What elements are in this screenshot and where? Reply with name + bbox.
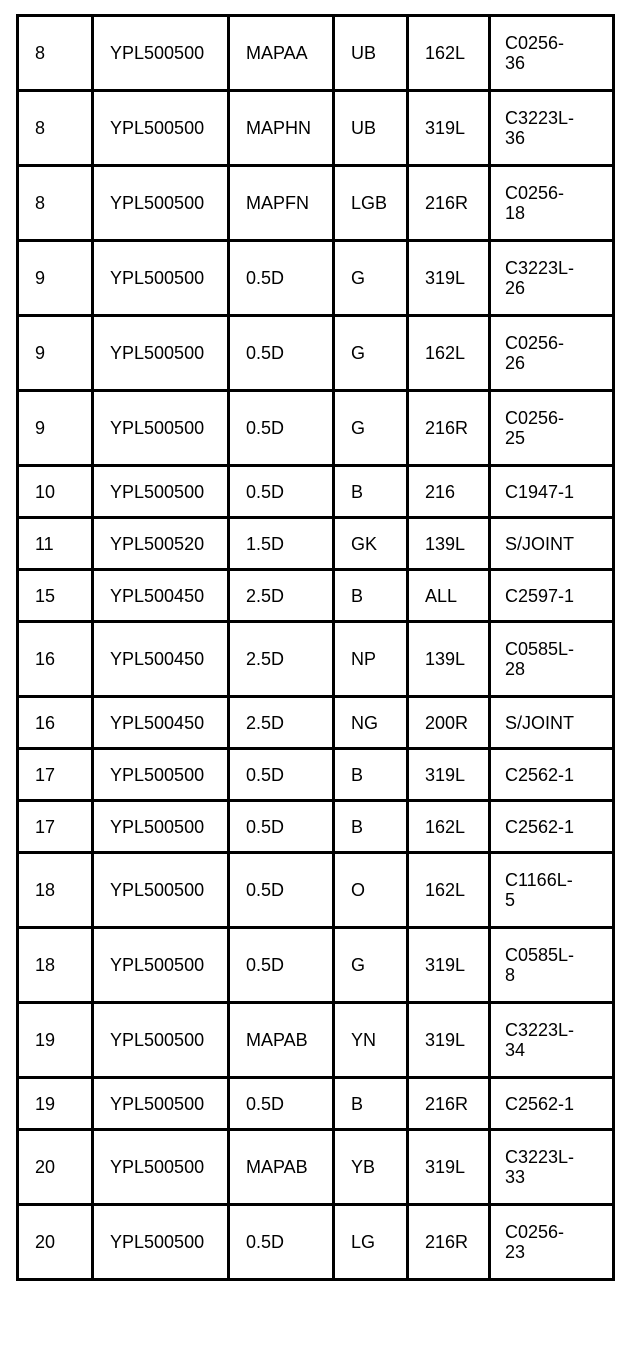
- table-row: [18, 1130, 614, 1205]
- cell-connector: C2562-1: [490, 1078, 614, 1130]
- cell-connector: C0585L- 28: [490, 622, 614, 697]
- cell-number: 8: [18, 166, 93, 241]
- cell-part-code: YPL500500: [93, 391, 229, 466]
- cell-type: 0.5D: [229, 853, 334, 928]
- cell-connector: C0256- 36: [490, 16, 614, 91]
- cell-type: 0.5D: [229, 928, 334, 1003]
- table-row: [18, 749, 614, 801]
- cell-connector: S/JOINT: [490, 518, 614, 570]
- cell-color: G: [334, 928, 408, 1003]
- cell-part-code: YPL500450: [93, 570, 229, 622]
- cell-type: 1.5D: [229, 518, 334, 570]
- cell-position: 216R: [408, 1078, 490, 1130]
- cell-position: 319L: [408, 91, 490, 166]
- cell-position: 162L: [408, 16, 490, 91]
- cell-type: MAPAB: [229, 1130, 334, 1205]
- table-row: [18, 518, 614, 570]
- cell-color: G: [334, 241, 408, 316]
- cell-position: 216R: [408, 391, 490, 466]
- cell-position: 216R: [408, 166, 490, 241]
- cell-connector: C3223L- 34: [490, 1003, 614, 1078]
- cell-color: B: [334, 749, 408, 801]
- cell-type: 0.5D: [229, 391, 334, 466]
- cell-position: 162L: [408, 853, 490, 928]
- cell-type: MAPHN: [229, 91, 334, 166]
- cell-number: 8: [18, 16, 93, 91]
- table-row: [18, 622, 614, 697]
- cell-connector: C0256- 25: [490, 391, 614, 466]
- cell-position: 319L: [408, 1003, 490, 1078]
- cell-part-code: YPL500500: [93, 1130, 229, 1205]
- cell-number: 15: [18, 570, 93, 622]
- wire-table: [16, 14, 615, 1281]
- wire-table-body: [18, 16, 614, 1280]
- cell-type: 0.5D: [229, 316, 334, 391]
- cell-number: 9: [18, 316, 93, 391]
- cell-position: 216: [408, 466, 490, 518]
- cell-color: GK: [334, 518, 408, 570]
- cell-color: G: [334, 316, 408, 391]
- cell-type: 0.5D: [229, 466, 334, 518]
- cell-type: 2.5D: [229, 697, 334, 749]
- cell-color: LGB: [334, 166, 408, 241]
- cell-color: LG: [334, 1205, 408, 1280]
- table-row: [18, 801, 614, 853]
- cell-connector: C1947-1: [490, 466, 614, 518]
- cell-part-code: YPL500500: [93, 1205, 229, 1280]
- table-row: [18, 91, 614, 166]
- cell-type: MAPFN: [229, 166, 334, 241]
- cell-position: 319L: [408, 241, 490, 316]
- cell-color: G: [334, 391, 408, 466]
- cell-part-code: YPL500500: [93, 241, 229, 316]
- cell-position: 319L: [408, 928, 490, 1003]
- cell-color: UB: [334, 16, 408, 91]
- cell-number: 9: [18, 391, 93, 466]
- cell-number: 17: [18, 749, 93, 801]
- cell-type: 2.5D: [229, 570, 334, 622]
- table-row: [18, 1078, 614, 1130]
- cell-color: B: [334, 1078, 408, 1130]
- cell-connector: C0256- 18: [490, 166, 614, 241]
- cell-number: 18: [18, 853, 93, 928]
- cell-color: O: [334, 853, 408, 928]
- cell-number: 8: [18, 91, 93, 166]
- table-row: [18, 466, 614, 518]
- table-row: [18, 928, 614, 1003]
- table-row: [18, 316, 614, 391]
- cell-connector: C3223L- 26: [490, 241, 614, 316]
- cell-number: 19: [18, 1003, 93, 1078]
- cell-type: 0.5D: [229, 749, 334, 801]
- cell-part-code: YPL500450: [93, 697, 229, 749]
- cell-connector: C0585L- 8: [490, 928, 614, 1003]
- cell-connector: C2562-1: [490, 749, 614, 801]
- cell-connector: C3223L- 36: [490, 91, 614, 166]
- cell-connector: C0256- 26: [490, 316, 614, 391]
- cell-part-code: YPL500500: [93, 749, 229, 801]
- cell-part-code: YPL500500: [93, 91, 229, 166]
- cell-part-code: YPL500500: [93, 853, 229, 928]
- cell-type: 0.5D: [229, 1078, 334, 1130]
- cell-position: 216R: [408, 1205, 490, 1280]
- cell-color: B: [334, 801, 408, 853]
- table-row: [18, 697, 614, 749]
- cell-number: 10: [18, 466, 93, 518]
- cell-number: 11: [18, 518, 93, 570]
- cell-number: 16: [18, 697, 93, 749]
- cell-type: MAPAA: [229, 16, 334, 91]
- cell-number: 16: [18, 622, 93, 697]
- table-row: [18, 241, 614, 316]
- cell-color: NP: [334, 622, 408, 697]
- cell-number: 20: [18, 1205, 93, 1280]
- table-row: [18, 1003, 614, 1078]
- cell-position: 162L: [408, 801, 490, 853]
- cell-color: YB: [334, 1130, 408, 1205]
- cell-part-code: YPL500500: [93, 166, 229, 241]
- cell-color: UB: [334, 91, 408, 166]
- cell-part-code: YPL500500: [93, 16, 229, 91]
- cell-part-code: YPL500500: [93, 928, 229, 1003]
- cell-number: 9: [18, 241, 93, 316]
- cell-position: 200R: [408, 697, 490, 749]
- cell-connector: C2562-1: [490, 801, 614, 853]
- cell-part-code: YPL500500: [93, 466, 229, 518]
- table-row: [18, 16, 614, 91]
- cell-connector: C0256- 23: [490, 1205, 614, 1280]
- cell-position: 162L: [408, 316, 490, 391]
- cell-part-code: YPL500450: [93, 622, 229, 697]
- cell-position: 319L: [408, 1130, 490, 1205]
- cell-type: 0.5D: [229, 241, 334, 316]
- cell-part-code: YPL500500: [93, 1003, 229, 1078]
- cell-position: 319L: [408, 749, 490, 801]
- cell-part-code: YPL500500: [93, 316, 229, 391]
- cell-part-code: YPL500500: [93, 1078, 229, 1130]
- cell-type: MAPAB: [229, 1003, 334, 1078]
- cell-position: 139L: [408, 518, 490, 570]
- cell-number: 20: [18, 1130, 93, 1205]
- cell-number: 18: [18, 928, 93, 1003]
- table-row: [18, 166, 614, 241]
- cell-number: 19: [18, 1078, 93, 1130]
- cell-color: B: [334, 466, 408, 518]
- cell-connector: S/JOINT: [490, 697, 614, 749]
- cell-type: 0.5D: [229, 801, 334, 853]
- cell-connector: C1166L- 5: [490, 853, 614, 928]
- cell-position: 139L: [408, 622, 490, 697]
- table-row: [18, 391, 614, 466]
- cell-connector: C3223L- 33: [490, 1130, 614, 1205]
- cell-position: ALL: [408, 570, 490, 622]
- cell-part-code: YPL500520: [93, 518, 229, 570]
- cell-color: B: [334, 570, 408, 622]
- cell-color: YN: [334, 1003, 408, 1078]
- cell-connector: C2597-1: [490, 570, 614, 622]
- table-row: [18, 570, 614, 622]
- cell-type: 2.5D: [229, 622, 334, 697]
- cell-color: NG: [334, 697, 408, 749]
- cell-number: 17: [18, 801, 93, 853]
- table-row: [18, 853, 614, 928]
- table-row: [18, 1205, 614, 1280]
- cell-type: 0.5D: [229, 1205, 334, 1280]
- cell-part-code: YPL500500: [93, 801, 229, 853]
